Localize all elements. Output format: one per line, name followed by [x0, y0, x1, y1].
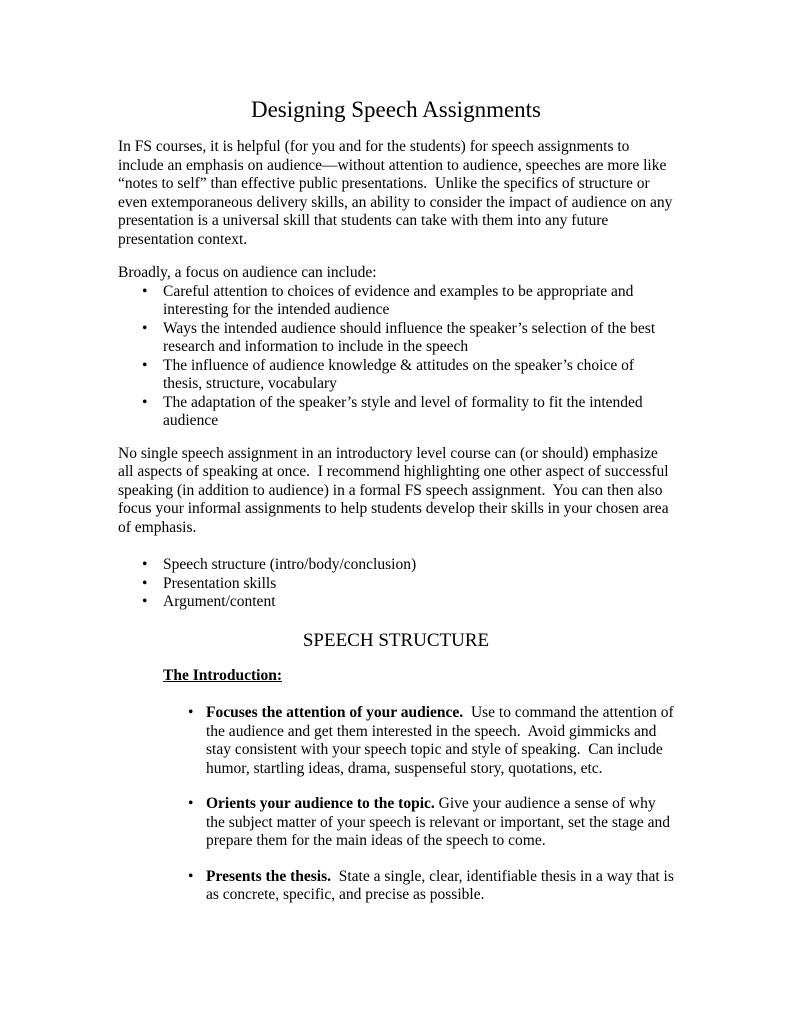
bullet-icon: • — [188, 867, 194, 885]
list-item-text: Careful attention to choices of evidence and examples to be appropriate and interesting for the intended audience — [163, 282, 638, 318]
list-item-text: The adaptation of the speaker’s style and level of formality to fit the intended audience — [163, 393, 647, 429]
list-item-text: Presentation skills — [163, 574, 277, 592]
list-item-text: Argument/content — [163, 593, 276, 610]
bullet-icon: • — [142, 574, 148, 592]
bullet-icon: • — [142, 282, 148, 300]
bullet-icon: • — [142, 356, 148, 374]
list-item — [118, 394, 674, 431]
list-item — [118, 593, 674, 612]
list-item — [118, 575, 674, 594]
list-item-lead: Orients your audience to the topic. — [206, 795, 435, 812]
bullet-icon: • — [142, 593, 148, 610]
list-item — [118, 704, 678, 778]
list-item — [118, 795, 674, 851]
list-item-text: Ways the intended audience should influence the speaker’s selection of the best research and information to include in the speech — [163, 319, 660, 355]
list-item-lead: Focuses the attention of your audience. — [206, 704, 464, 721]
bullet-icon: • — [188, 704, 194, 721]
list-item — [118, 556, 674, 575]
list-item-lead: Presents the thesis. — [206, 867, 331, 885]
list-item-text: Use to command the attention of the audience and get them interested in the speech. Avoid gimmicks and stay consistent with your speech topic and style of speaking. Can include humor, startling ideas, drama, suspenseful story, quotations, etc. — [206, 704, 678, 777]
list-item — [118, 320, 674, 357]
list-item — [118, 357, 674, 394]
document-title: Designing Speech Assignments — [250, 97, 542, 122]
emphasis-options-list — [118, 556, 674, 612]
introduction-points-list — [118, 704, 678, 905]
subsection-heading-introduction: The Introduction: — [163, 666, 282, 684]
list-item-text: State a single, clear, identifiable thesis in a way that is as concrete, specific, and precise as possible. — [206, 867, 678, 903]
list-item-text: The influence of audience knowledge & attitudes on the speaker’s choice of thesis, structure, vocabulary — [163, 356, 638, 392]
list-item-text: Give your audience a sense of why the subject matter of your speech is relevant or important, set the stage and prepare them for the main ideas of the speech to come. — [206, 795, 674, 849]
paragraph-broadly-lead: Broadly, a focus on audience can include: — [118, 264, 377, 281]
list-item — [118, 283, 674, 320]
bullet-icon: • — [142, 319, 148, 337]
bullet-icon: • — [188, 795, 194, 812]
bullet-icon: • — [142, 556, 148, 573]
list-item — [118, 867, 678, 905]
section-heading-speech-structure: SPEECH STRUCTURE — [302, 629, 490, 651]
audience-focus-list — [118, 283, 674, 431]
paragraph-fs-courses: In FS courses, it is helpful (for you and for the students) for speech assignments to include an emphasis on audience—without attention to audience, speeches are more like “notes to self” than effective public presentations. Unlike the specifics of structure or even extemporaneous delivery skills, an ability to consider the impact of audience on any presentation is a universal skill that students can take with them into any future presentation context. — [118, 138, 677, 248]
paragraph-no-single-assignment: No single speech assignment in an introductory level course can (or should) emphasize all aspects of speaking at once. I recommend highlighting one other aspect of successful speaking (in addition to audience) in a formal FS speech assignment. You can then also focus your informal assignments to help students develop their skills in your chosen area of emphasis. — [118, 444, 673, 536]
bullet-icon: • — [142, 393, 148, 411]
list-item-text: Speech structure (intro/body/conclusion) — [163, 556, 417, 573]
